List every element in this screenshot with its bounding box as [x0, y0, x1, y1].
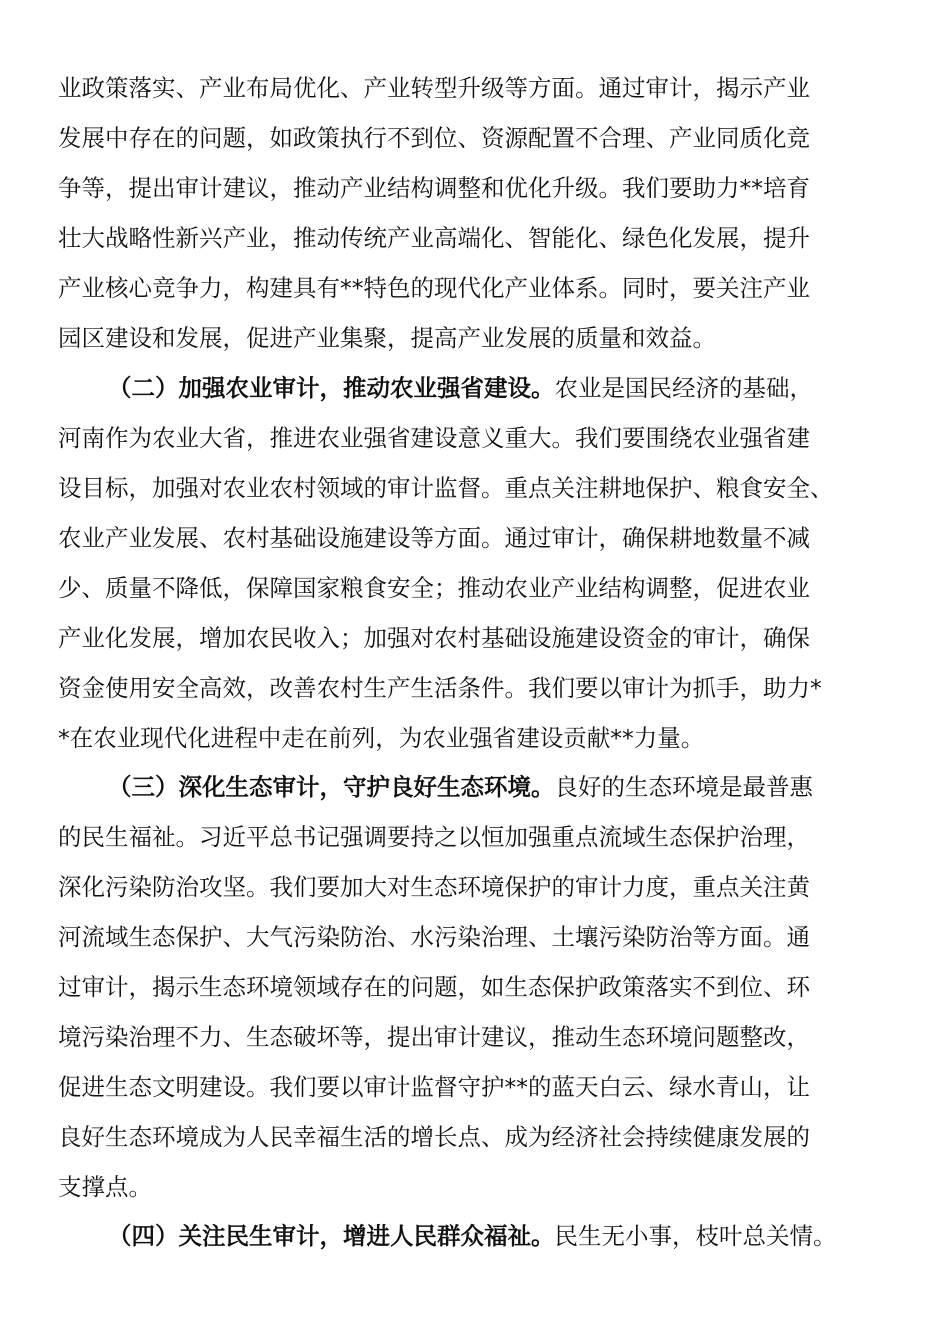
paragraph-1-line: 园区建设和发展，促进产业集聚，提高产业发展的质量和效益。: [58, 324, 716, 352]
section-3-line: 促进生态文明建设。我们要以审计监督守护**的蓝天白云、绿水青山，让: [58, 1073, 810, 1101]
section-3-line: 良好生态环境成为人民幸福生活的增长点、成为经济社会持续健康发展的: [58, 1123, 810, 1151]
section-3-line: 境污染治理不力、生态破坏等，提出审计建议，推动生态环境问题整改，: [58, 1023, 810, 1051]
section-3-heading: （三）深化生态审计，守护良好生态环境。: [108, 773, 555, 801]
section-3-line: 河流域生态保护、大气污染防治、水污染治理、土壤污染防治等方面。通: [58, 923, 810, 951]
section-2-first-line: [108, 363, 898, 413]
paragraph-1-line: 业政策落实、产业布局优化、产业转型升级等方面。通过审计，揭示产业: [58, 74, 810, 102]
paragraph-1-line: 争等，提出审计建议，推动产业结构调整和优化升级。我们要助力**培育: [58, 174, 810, 202]
section-2-line: 河南作为农业大省，推进农业强省建设意义重大。我们要围绕农业强省建: [58, 424, 810, 452]
section-2-line: 少、质量不降低，保障国家粮食安全；推动农业产业结构调整，促进农业: [58, 574, 810, 602]
section-4-first-line: [108, 1211, 898, 1261]
paragraph-1-line: 壮大战略性新兴产业，推动传统产业高端化、智能化、绿色化发展，提升: [58, 224, 810, 252]
section-3-line: 支撑点。: [58, 1173, 152, 1201]
section-3-first-text: 良好的生态环境是最普惠: [554, 773, 813, 801]
section-2-line: 农业产业发展、农村基础设施建设等方面。通过审计，确保耕地数量不减: [58, 524, 810, 552]
section-2-heading: （二）加强农业审计，推动农业强省建设。: [108, 374, 555, 402]
section-3-first-line: [108, 762, 898, 812]
section-2-line: *在农业现代化进程中走在前列，为农业强省建设贡献**力量。: [58, 724, 705, 752]
section-3-line: 过审计，揭示生态环境领域存在的问题，如生态保护政策落实不到位、环: [58, 973, 810, 1001]
section-4-first-text: 民生无小事，枝叶总关情。: [554, 1222, 837, 1250]
section-2-first-text: 农业是国民经济的基础，: [554, 374, 813, 402]
paragraph-1-line: 发展中存在的问题，如政策执行不到位、资源配置不合理、产业同质化竞: [58, 124, 810, 152]
section-4-heading: （四）关注民生审计，增进人民群众福祉。: [108, 1222, 555, 1250]
paragraph-1-line: 产业核心竞争力，构建具有**特色的现代化产业体系。同时，要关注产业: [58, 274, 810, 302]
section-2-line: 设目标，加强对农业农村领域的审计监督。重点关注耕地保护、粮食安全、: [58, 474, 834, 502]
section-3-line: 深化污染防治攻坚。我们要加大对生态环境保护的审计力度，重点关注黄: [58, 873, 810, 901]
section-2-line: 产业化发展，增加农民收入；加强对农村基础设施建设资金的审计，确保: [58, 624, 810, 652]
section-2-line: 资金使用安全高效，改善农村生产生活条件。我们要以审计为抓手，助力*: [58, 674, 822, 702]
section-3-line: 的民生福祉。习近平总书记强调要持之以恒加强重点流域生态保护治理，: [58, 823, 810, 851]
